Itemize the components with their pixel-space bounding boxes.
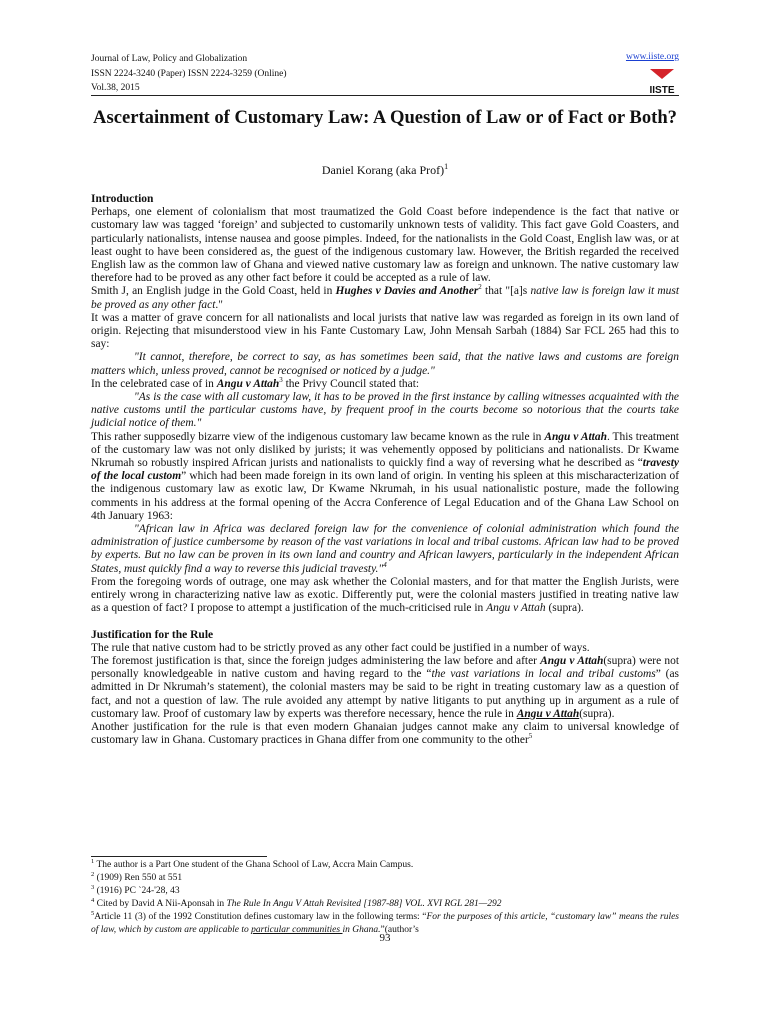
author-name: Daniel Korang (aka Prof) <box>321 163 445 177</box>
footnote-ref[interactable]: 3 <box>279 376 283 385</box>
paper-body <box>91 193 679 747</box>
case-name: Angu v Attah <box>486 602 546 615</box>
footnote: $^3$ (1916) PC `24-'28, 43 <box>91 883 180 896</box>
paragraph: The foremost justification is that, since the foreign judges administering the law before and after Angu v Attah(supra) were not personally knowledgeable in native custom and having regard to the “the vast variations in local and tribal customs” (as admitted in Dr Nkrumah’s statement), the colonial masters may be said to be right in treating customary law as a question of fact, and not a question of law. The rule avoided any attempt by native litigants to put anything up in argument as a rule of customary law. Proof of customary law by experts was therefore necessary, hence the rule in Angu v Attah(supra). <box>91 654 679 720</box>
section-heading-justification: Justification for the Rule <box>91 628 214 641</box>
paper-author <box>91 163 679 178</box>
block-quote: "African law in Africa was declared foreign law for the convenience of colonial administration which found the administration of justice cumbersome by reason of the vast variations in local and tribal customs. African law had to be proved by experts. But no law can be proven in its own land and country and African lawyers, particularly in the independent African States, must quickly find a way to reverse this judicial travesty."$^4$ <box>91 523 679 575</box>
paragraph: The rule that native custom had to be strictly proved as any other fact could be justified in a number of ways. <box>91 641 590 654</box>
footnote: $^5$Article 11 (3) of the 1992 Constitution defines customary law in the following terms: “For the purposes of this article, “customary law” means the rules of law, which by custom are applicable to particular communities in Ghana.”(author’s <box>91 909 679 935</box>
paragraph: Perhaps, one element of colonialism that most traumatized the Gold Coast before independence is the fact that native or customary law was tagged ‘foreign’ and subjected to customarily unknown tests of validity. This fact gave Gold Coasters, and particularly nationalists, intense nausea and goose pimples. Indeed, for the nationalists in the Gold Coast, English law was, or at least ought to have been considered as, the guest of the indigenous customary law. However, the British regarded the received English law as the common law of Ghana and viewed native customary law as foreign and unknown. The native customary law therefore had to be proved as any other fact before it could be accepted as a rule of law. <box>91 206 679 285</box>
footnote-divider <box>91 856 267 857</box>
journal-volume: Vol.38, 2015 <box>91 83 140 93</box>
paper-title: Ascertainment of Customary Law: A Question of Law or of Fact or Both? <box>93 107 677 128</box>
footnote-ref[interactable]: 5 <box>528 732 533 741</box>
page-number: 93 <box>379 932 391 944</box>
svg-text:IISTE: IISTE <box>649 85 675 96</box>
iiste-logo <box>647 66 677 96</box>
paragraph: It was a matter of grave concern for all nationalists and local jurists that native law was regarded as foreign in its own land of origin. Rejecting that misunderstood view in his Fante Customary Law, John Mensah Sarbah (1884) Sar FCL 265 had this to say: <box>91 311 679 351</box>
emphasised-phrase: travesty of the local custom <box>91 457 679 483</box>
author-footnote-ref[interactable]: 1 <box>444 162 449 171</box>
journal-issn: ISSN 2224-3240 (Paper) ISSN 2224-3259 (Online) <box>91 68 287 79</box>
block-quote: "As is the case with all customary law, it has to be proved in the first instance by calling witnesses acquainted with the native customs until the particular customs have, by frequent proof in the courts become so notorious that the courts take judicial notice of them." <box>91 391 679 430</box>
case-name: Angu v Attah <box>216 377 280 390</box>
footnote-ref[interactable]: 2 <box>478 283 482 292</box>
spacer <box>91 616 679 629</box>
journal-url-link[interactable]: www.iiste.org <box>625 52 679 62</box>
paragraph: This rather supposedly bizarre view of the indigenous customary law became known as the rule in Angu v Attah. This treatment of the customary law was not only disliked by jurists; it was vehemently opposed by politicians and nationalists. Dr Kwame Nkrumah so robustly inspired African jurists and nationalists to quickly find a way of reversing what he described as “travesty of the local custom” which had been made foreign in its own land of origin. In venting his spleen at this mischaracterization of the indigenous customary law as exotic law, Dr Kwame Nkrumah, in his usual nationalistic posture, made the following comments in his address at the formal opening of the Accra Conference of Legal Education and of the Ghana Law School on 4th January 1963: <box>91 430 679 522</box>
header-divider <box>91 95 679 96</box>
journal-header <box>91 52 679 94</box>
case-name: Angu v Attah <box>540 654 604 667</box>
footnotes <box>91 859 679 937</box>
paragraph: Smith J, an English judge in the Gold Coast, held in Hughes v Davies and Another$^2$ that "[a]s native law is foreign law it must be proved as any other fact." <box>91 283 680 311</box>
footnote-ref[interactable]: 4 <box>383 560 387 569</box>
section-heading-introduction: Introduction <box>91 193 154 205</box>
journal-info <box>91 52 287 96</box>
case-name: Hughes v Davies and Another <box>335 285 479 298</box>
footnote: $^1$ The author is a Part One student of the Ghana School of Law, Accra Main Campus. <box>91 857 414 870</box>
paragraph: In the celebrated case of in Angu v Attah$^3$ the Privy Council stated that: <box>91 376 420 390</box>
case-name: Angu v Attah <box>544 430 607 443</box>
block-quote: "It cannot, therefore, be correct to say, as has sometimes been said, that the native laws and customs are foreign matters which, unless proved, cannot be recognised or noticed by a judge." <box>91 351 679 377</box>
paragraph: From the foregoing words of outrage, one may ask whether the Colonial masters, and for that matter the English Jurists, were entirely wrong in characterizing native law as exotic. Differently put, were the colonial masters justified in treating native law as a question of fact? I propose to attempt a justification of the much-criticised rule in Angu v Attah (supra). <box>91 575 679 615</box>
footnote: $^2$ (1909) Ren 550 at 551 <box>91 870 183 883</box>
journal-name: Journal of Law, Policy and Globalization <box>91 54 248 64</box>
case-name: Angu v Attah <box>516 707 580 720</box>
paragraph: Another justification for the rule is that even modern Ghanaian judges cannot make any claim to universal knowledge of customary law in Ghana. Customary practices in Ghana differ from one community to the other$^5$ <box>91 720 679 747</box>
footnote: $^4$ Cited by David A Nii-Aponsah in The Rule In Angu V Attah Revisited [1987-88] VOL. XVI RGL 281—292 <box>91 896 502 909</box>
